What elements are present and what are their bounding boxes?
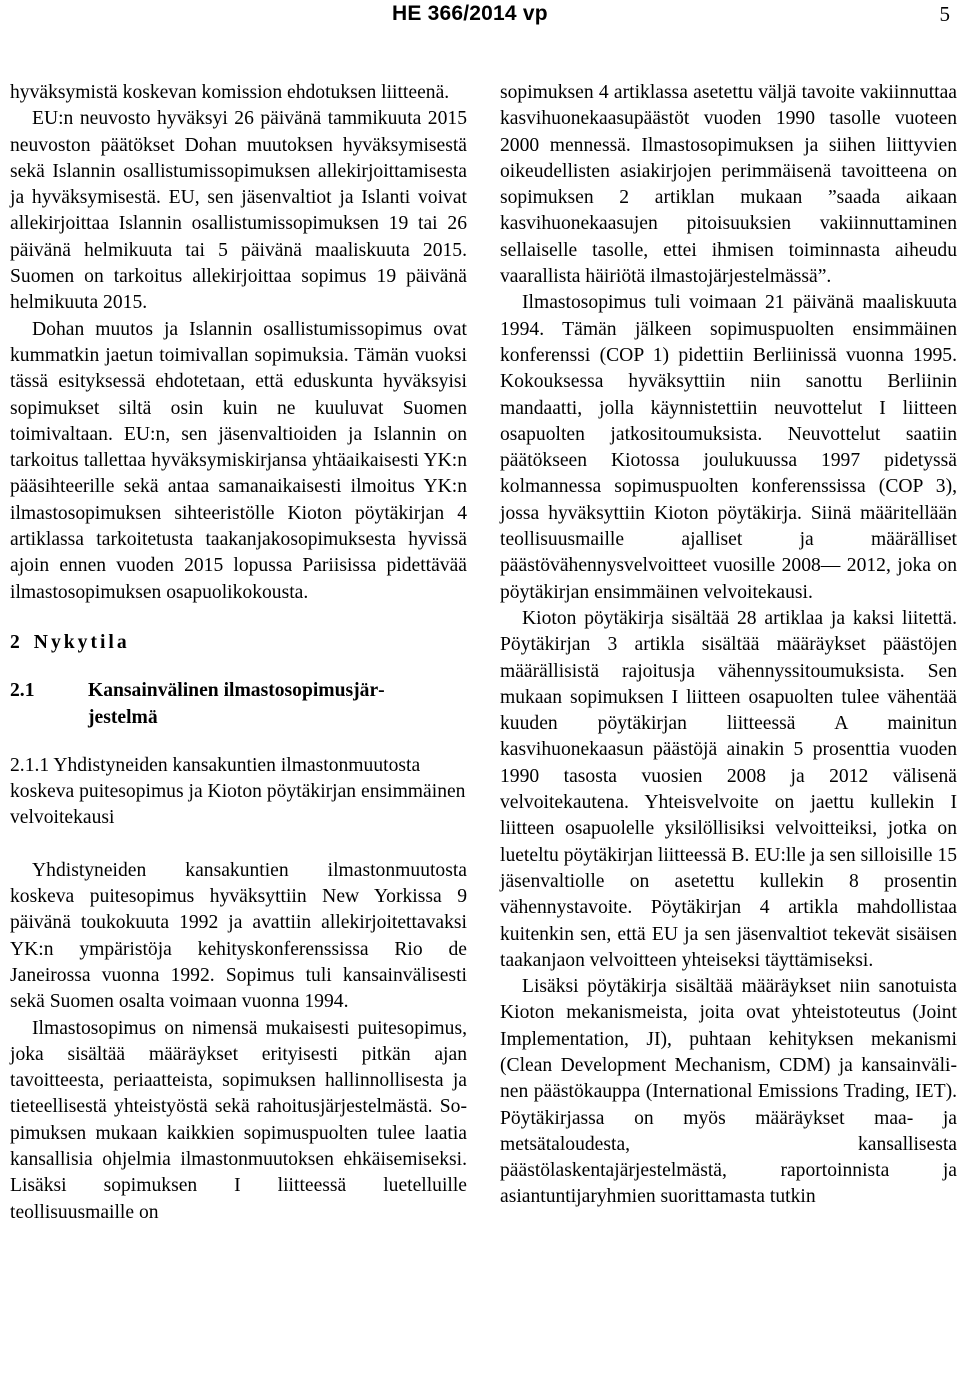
right-column [500,80,957,1211]
subsection-heading [10,678,467,731]
paragraph: Ilmastosopimus tuli voimaan 21 päivänä maaliskuuta 1994. Tämän jälkeen sopimuspuolten ensimmäinen konferenssi (COP 1) pidettiin Berliinissä vuonna 1995. Kokouksessa hyväksyttiin niin sanottu Berliinin mandaatti, jolla käynnistettiin neuvottelut I liitteen osapuolten jatkositoumuksista. Neuvottelut saatiin päätökseen Kiotossa joulukuussa 1997 pidetyssä kolmannessa sopimuspuolten konferenssissa (COP 3), jossa hyväksyttiin Kioton pöytäkirja. Siinä määritellään teollisuusmaille ajalliset ja määrälliset päästövähennysvelvoitteet vuosille 2008— 2012, joka on pöytäkirjan ensimmäinen velvoitekausi. [500,292,957,603]
section-heading [10,630,467,656]
paragraph: hyväksymistä koskevan komission ehdotuksen liitteenä. [10,82,450,103]
page-number: 5 [939,2,950,26]
document-id: HE 366/2014 vp [392,2,548,25]
left-column [10,80,467,1226]
paragraph: Yhdistyneiden kansakuntien ilmastonmuutosta koskeva puitesopimus hyväksyttiin New Yorkissa 9 päivänä toukokuuta 1992 ja avattiin allekirjoitettavaksi YK:n ympäristöja kehityskonferenssissa Rio de Janeirossa vuonna 1992. Sopimus tuli kansainvälisesti sekä Suomen osalta voimaan vuonna 1994. [10,859,467,1013]
paragraph: Lisäksi pöytäkirja sisältää määräykset niin sanotuista Kioton mekanismeista, joita ovat yhteistoteutus (Joint Implementation, JI), puhtaan kehityksen mekanismi (Clean Development Mechanism, CDM) ja kansainvälinen päästökauppa (International Emissions Trading, IET). Pöytäkirjassa on myös määräykset maa- ja metsätaloudesta, kansallisesta päästölaskentajärjestelmästä, raportoinnista ja asiantuntijaryhmien suorittamasta tutkin [500,976,957,1208]
paragraph: Kioton pöytäkirja sisältää 28 artiklaa ja kaksi liitettä. Pöytäkirjan 3 artikla sisältää määräykset päästöjen määrällisistä rajoitusja vähennyssitoumuksista. Sen mukaan sopimuksen I liitteen osapuolten tulee vähentää kuuden pöytäkirjan liitteessä A mainitun kasvihuonekaasun päästöjä ainakin 5 prosenttia vuoden 1990 tasosta vuosien 2008 ja 2012 välisenä velvoitekautena. Yhteisvelvoite on jaettu kullekin I liitteen osapuolelle yksilöllisiksi velvoitteiksi, jotka on lueteltu pöytäkirjan liitteessä B. EU:lle ja sen silloisille 15 jäsenvaltiolle on asetettu kullekin 8 prosentin vähennystavoite. Pöytäkirjan 4 artikla mahdollistaa kuitenkin sen, että EU ja sen jäsenvaltiot tekevät sisäisen taakanjaon velvoitteen yhteiseksi täyttämiseksi. [500,607,957,971]
section-title: Nykytila [33,631,130,653]
subsection-title: Kansainvälinen ilmastosopimusjärjestelmä [88,680,385,728]
paragraph: Dohan muutos ja Islannin osallistumissopimus ovat kummatkin jaetun toimivallan sopimuksia. Tämän vuoksi tässä esityksessä ehdotetaan, että eduskunta hyväksyisi sopimukset siltä osin kuin ne kuuluvat Suomen toimivaltaan. EU:n, sen jäsenvaltioiden ja Islannin on tarkoitus tallettaa hyväksymiskirjansa yhtäaikaisesti YK:n pääsihteerille sekä antaa samanaikaisesti ilmoitus YK:n ilmastosopimuksen sihteeristölle Kioton pöytäkirjan 4 artiklassa tarkoitetusta taakanjakosopimuksesta hyvissä ajoin ennen vuoden 2015 lopussa Pariisissa pidettävää ilmastosopimuksen osapuolikokousta. [10,318,467,603]
paragraph: sopimuksen 4 artiklassa asetettu väljä tavoite vakiinnuttaa kasvihuonekaasupäästöt vuoden 1990 tasolle vuoteen 2000 mennessä. Ilmastosopimuksen ja siihen liittyvien oikeudellisten asiakirjojen perimmäisenä tavoitteena on sopimuksen 2 artiklan mukaan ”saada aikaan kasvihuonekaasujen pitoisuuksien vakiinnuttaminen sellaiselle tasolle, ettei ihmisen toiminnasta aiheudu vaarallista häiriötä ilmastojärjestelmässä”. [500,82,957,288]
paragraph: EU:n neuvosto hyväksyi 26 päivänä tammikuuta 2015 neuvoston päätökset Dohan muutoksen hyväksymisestä sekä Islannin osallistumissopimuksen allekirjoittamisesta ja hyväksymisestä. EU, sen jäsenvaltiot ja Islanti voivat allekirjoittaa Islannin osallistumissopimuksen 19 tai 26 päivänä helmikuuta tai 5 päivänä maaliskuuta 2015. Suomen on tarkoitus allekirjoittaa sopimus 19 päivänä helmikuuta 2015. [10,108,467,314]
paragraph: Ilmastosopimus on nimensä mukaisesti puitesopimus, joka sisältää määräykset erityisesti pitkän ajan tavoitteesta, periaatteista, sopimuksen hallinnollisesta ja tieteellisestä yhteistyöstä sekä rahoitusjärjestelmästä. Sopimuksen mukaan kaikkien sopimuspuolten tulee laatia kansallisia ohjelmia ilmastonmuutoksen ehkäisemiseksi. Lisäksi sopimuksen I liitteessä luetelluille teollisuusmaille on [10,1017,467,1223]
page-header [0,2,960,32]
subsection-number: 2.1 [10,680,35,702]
section-number: 2 [10,631,20,653]
subsubsection-heading: 2.1.1 Yhdistyneiden kansakuntien ilmastonmuutosta koskeva puitesopimus ja Kioton pöytäkirjan ensimmäinen velvoitekausi [10,754,466,829]
